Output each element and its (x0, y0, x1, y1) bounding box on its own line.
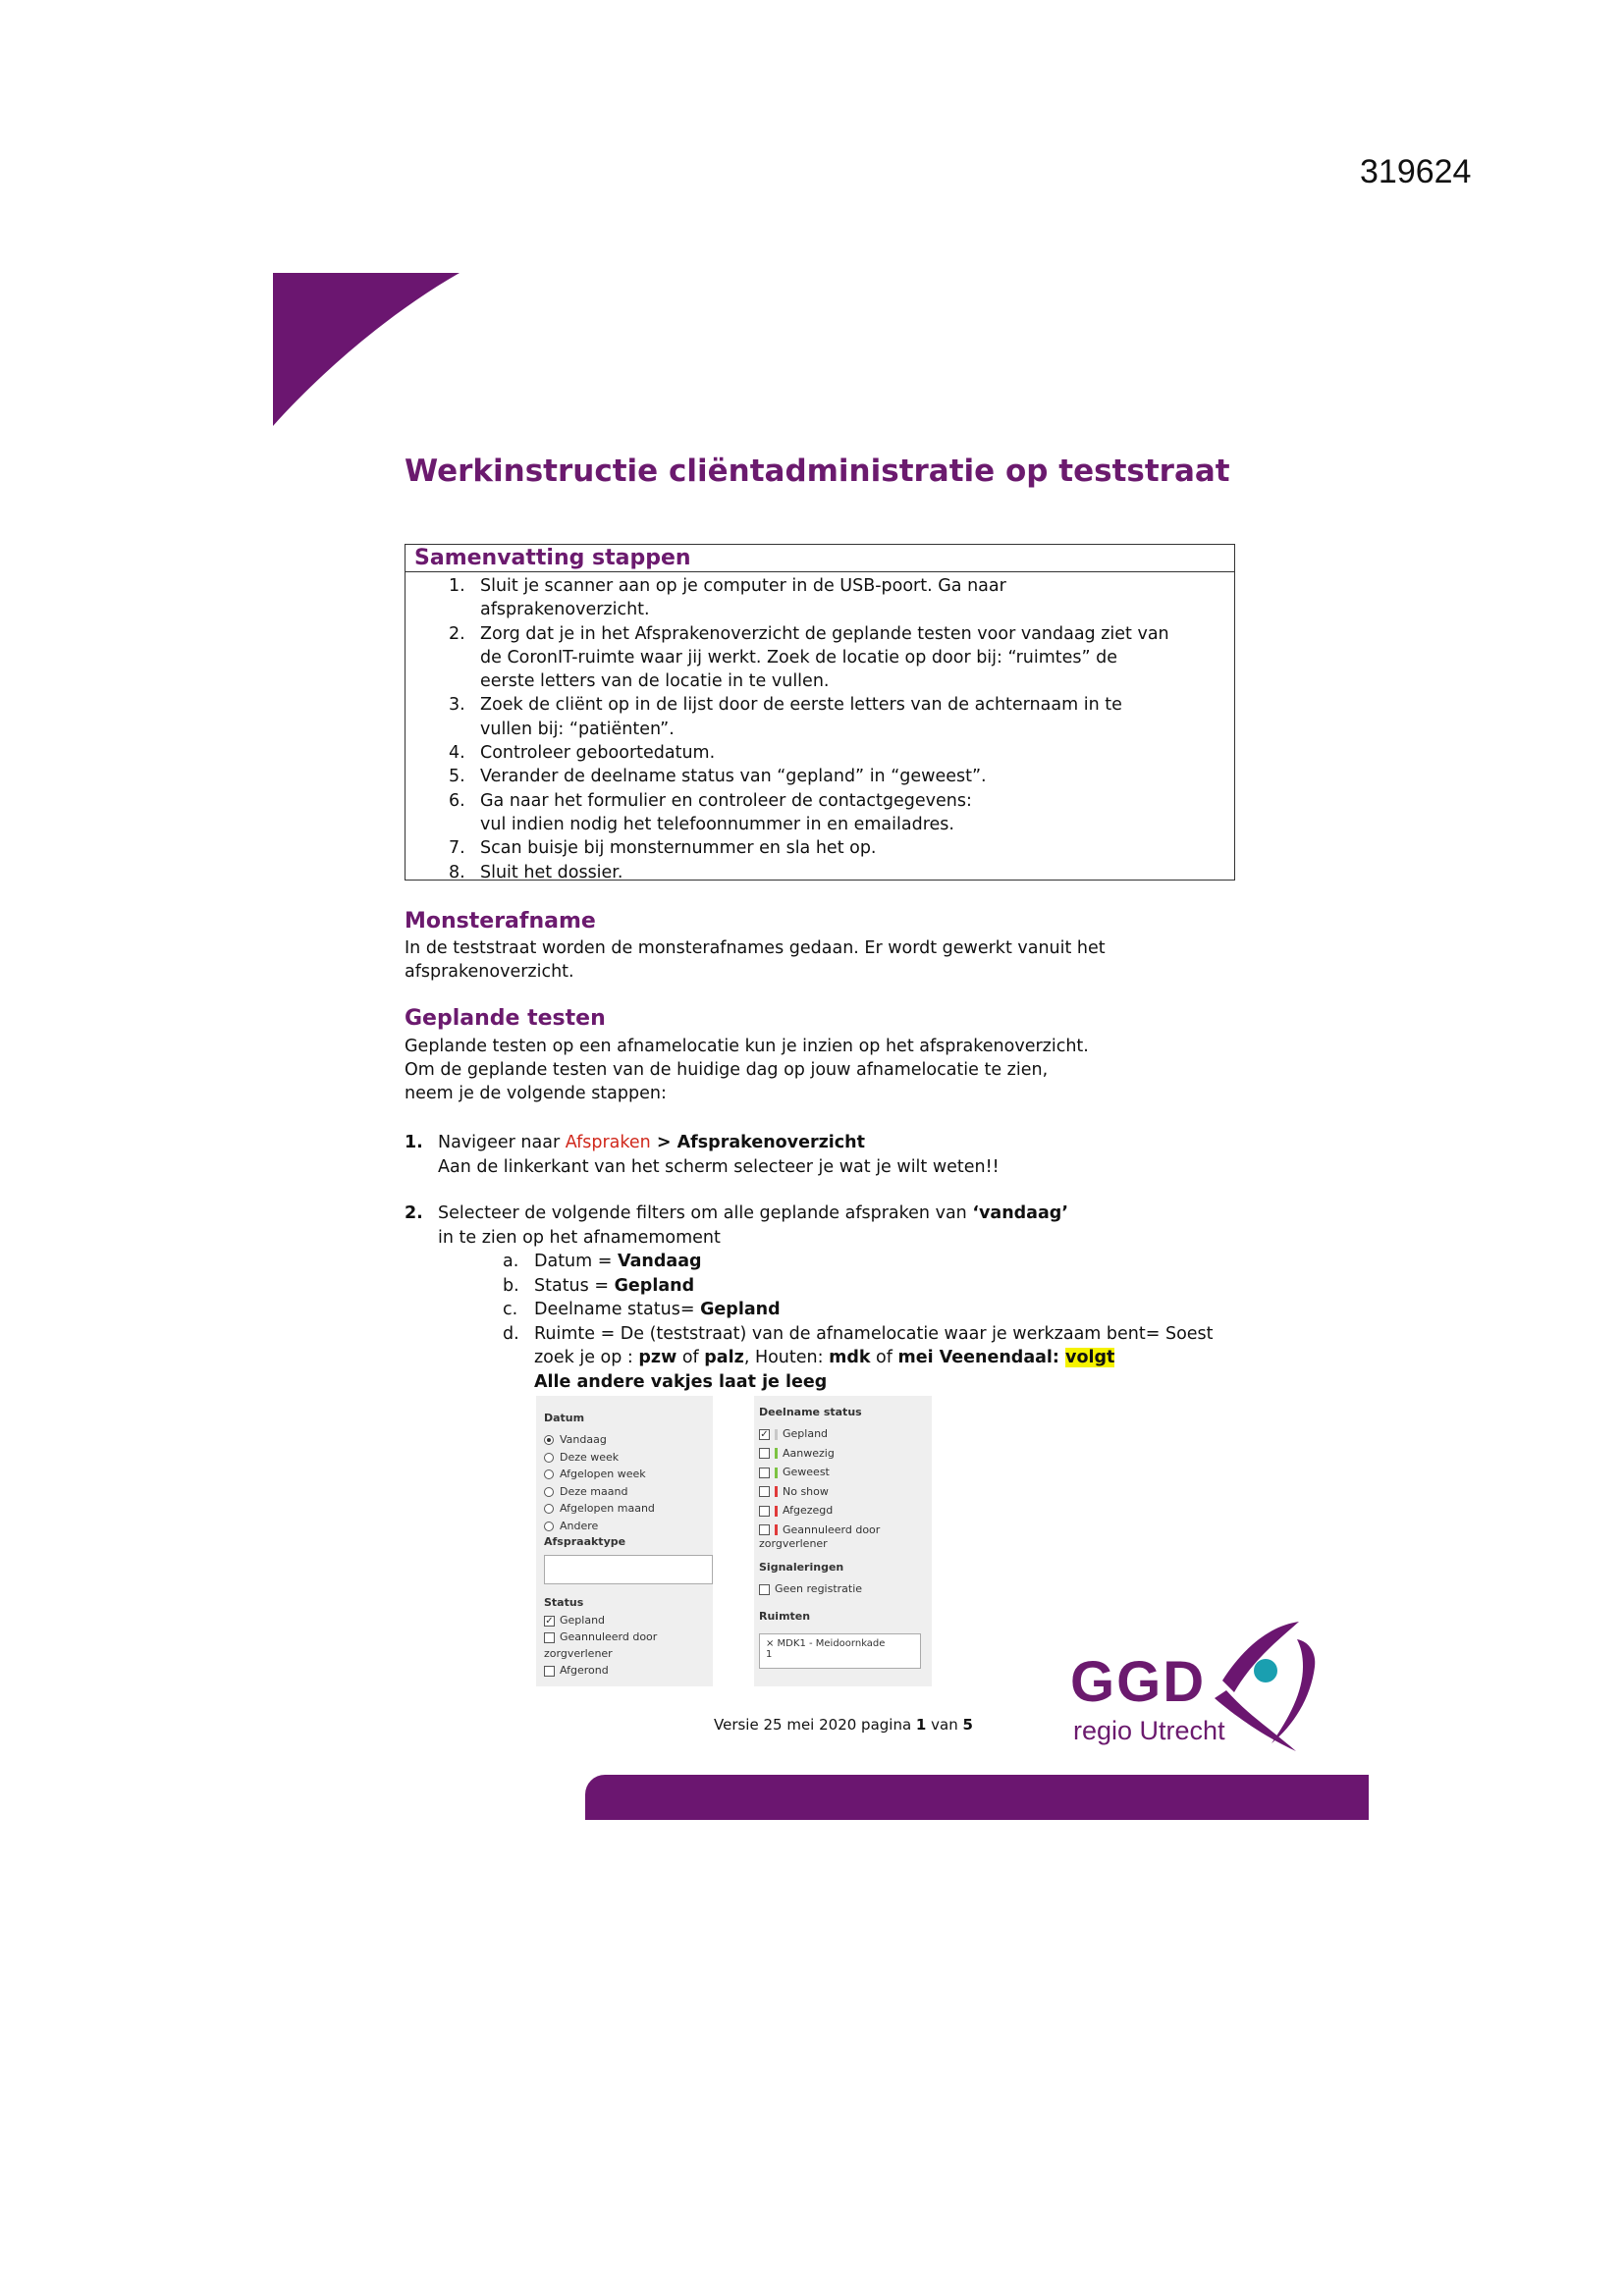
geplande-text-2: Om de geplande testen van de huidige dag op jouw afnamelocatie te zien, (405, 1060, 1049, 1080)
deelname-option-label: Gepland (783, 1427, 829, 1440)
filter-left-column (536, 1396, 713, 1686)
summary-item-number: 2. (449, 623, 465, 644)
sub-step-a-value: Vandaag (618, 1252, 702, 1271)
checkbox-icon[interactable] (759, 1448, 770, 1459)
step-2-text: Selecteer de volgende filters om alle geplande afspraken van (438, 1203, 973, 1223)
deelname-option[interactable] (759, 1447, 835, 1460)
datum-option[interactable] (544, 1433, 607, 1446)
monsterafname-text-2: afsprakenoverzicht. (405, 962, 574, 982)
deelname-option[interactable] (759, 1485, 829, 1498)
step-1-text: Navigeer naar (438, 1133, 566, 1152)
footer-page-number: 1 (915, 1716, 927, 1734)
footer-band (585, 1775, 1369, 1820)
summary-item-text: vul indien nodig het telefoonnummer in en emailadres. (480, 814, 954, 834)
sub-step-b-value: Gepland (614, 1275, 695, 1296)
checkbox-icon[interactable] (544, 1666, 555, 1677)
ruimte-tag[interactable]: × MDK1 - Meidoornkade (766, 1638, 886, 1649)
deelname-option[interactable] (759, 1466, 830, 1478)
step-2 (405, 1201, 1288, 1251)
summary-item (406, 622, 1169, 646)
status-color-bar (775, 1429, 778, 1440)
ruimten-input[interactable] (759, 1633, 921, 1669)
filter-right-column (754, 1396, 932, 1686)
datum-option-label: Vandaag (560, 1433, 607, 1446)
deelname-option[interactable] (759, 1504, 833, 1517)
radio-icon[interactable] (544, 1522, 554, 1531)
datum-option[interactable] (544, 1468, 646, 1480)
geen-registratie-option[interactable] (759, 1582, 862, 1595)
checked-checkbox-icon[interactable]: ✓ (760, 1428, 769, 1440)
datum-option[interactable] (544, 1520, 598, 1532)
deelname-option-label: Geweest (783, 1466, 830, 1478)
summary-item-number: 5. (449, 767, 465, 787)
filter-panel-screenshot (536, 1396, 932, 1686)
sub-step-a-letter: a. (503, 1252, 519, 1271)
checkbox-icon[interactable] (759, 1524, 770, 1535)
deelname-option-label: Aanwezig (783, 1446, 835, 1460)
step-2-text-2: in te zien op het afnamemoment (438, 1227, 721, 1248)
sub-step-b-text: Status = (534, 1275, 615, 1296)
deelname-option[interactable] (759, 1523, 880, 1536)
geen-registratie-label: Geen registratie (775, 1582, 863, 1595)
datum-option[interactable] (544, 1502, 655, 1515)
step-1 (405, 1131, 1288, 1180)
footer-of-text: van (926, 1716, 963, 1734)
sub-step-c-letter: c. (503, 1300, 518, 1319)
datum-option[interactable] (544, 1451, 619, 1464)
code-mei-veenendaal: mei Veenendaal: (897, 1348, 1066, 1367)
summary-item (406, 574, 1169, 598)
sub-step-c (503, 1298, 1288, 1322)
sub-step-c-value: Gepland (700, 1300, 781, 1319)
status-color-bar (775, 1448, 778, 1459)
radio-icon[interactable] (544, 1453, 554, 1463)
or-text-2: of (870, 1348, 898, 1367)
status-option[interactable] (544, 1630, 657, 1643)
checkbox-icon[interactable] (544, 1632, 555, 1643)
summary-item-text: vullen bij: “patiënten”. (480, 719, 675, 739)
deelname-option-label: No show (783, 1484, 829, 1498)
sub-step-a-text: Datum = (534, 1252, 618, 1271)
summary-item-number: 7. (449, 838, 465, 859)
deelname-extra-text: zorgverlener (759, 1537, 828, 1550)
datum-option-label: Deze maand (560, 1484, 628, 1498)
radio-icon[interactable] (544, 1435, 554, 1445)
summary-item (406, 836, 1169, 860)
summary-item (406, 789, 1169, 813)
summary-item-number: 4. (449, 743, 465, 764)
status-label: Status (544, 1596, 584, 1609)
afspraaktype-label: Afspraaktype (544, 1535, 626, 1548)
summary-item (406, 741, 1169, 765)
status-option-label: Afgerond (560, 1664, 609, 1677)
deelname-option-label: Afgezegd (783, 1504, 834, 1517)
logo-region: regio Utrecht (1073, 1716, 1225, 1745)
summary-item-text: Zoek de cliënt op in de lijst door de eerste letters van de achternaam in te (480, 695, 1122, 716)
volgt-highlight: volgt (1065, 1348, 1115, 1367)
footer-page-total: 5 (962, 1716, 973, 1734)
geplande-heading: Geplande testen (405, 1006, 606, 1031)
ruimte-tag-line-2: 1 (766, 1649, 773, 1660)
logo-wordmark: GGD (1070, 1650, 1207, 1714)
code-palz: palz (704, 1348, 744, 1367)
deelname-option[interactable] (759, 1427, 828, 1440)
summary-item-text: Sluit het dossier. (480, 862, 623, 882)
summary-item-continuation (406, 669, 1169, 693)
datum-option-label: Afgelopen maand (560, 1502, 655, 1515)
checked-checkbox-icon[interactable]: ✓ (545, 1615, 554, 1627)
summary-item-text: Ga naar het formulier en controleer de contactgegevens: (480, 790, 972, 811)
monsterafname-text-1: In de teststraat worden de monsterafnames gedaan. Er wordt gewerkt vanuit het (405, 938, 1106, 958)
status-color-bar (775, 1524, 778, 1535)
footer-version-text: Versie 25 mei 2020 pagina (714, 1716, 916, 1734)
afspraken-link[interactable]: Afspraken (565, 1133, 651, 1152)
summary-item-number: 1. (449, 576, 465, 596)
checkbox-icon[interactable] (759, 1506, 770, 1517)
summary-item-text: Verander de deelname status van “gepland” in “geweest”. (480, 767, 987, 787)
datum-label: Datum (544, 1412, 585, 1424)
corner-decoration (273, 273, 460, 426)
summary-title: Samenvatting stappen (406, 545, 1234, 572)
summary-item-continuation (406, 646, 1169, 669)
datum-option-label: Andere (560, 1519, 599, 1532)
sub-step-b (503, 1274, 1288, 1299)
step-2-vandaag: ‘vandaag’ (972, 1203, 1068, 1223)
ruimten-label: Ruimten (759, 1610, 811, 1623)
summary-box (405, 544, 1235, 881)
summary-item-text: Sluit je scanner aan op je computer in de USB-poort. Ga naar (480, 576, 1006, 596)
status-color-bar (775, 1506, 778, 1517)
deelname-status-label: Deelname status (759, 1406, 862, 1418)
code-mdk: mdk (829, 1348, 871, 1367)
summary-item-text: eerste letters van de locatie in te vullen. (480, 671, 830, 692)
monsterafname-heading: Monsterafname (405, 909, 596, 934)
radio-icon[interactable] (544, 1504, 554, 1514)
afspraaktype-input[interactable] (544, 1555, 713, 1584)
status-option-label: Gepland (560, 1614, 606, 1627)
sub-step-d-text-1: Ruimte = De (teststraat) van de afnamelocatie waar je werkzaam bent= Soest (534, 1323, 1214, 1344)
summary-item-text: de CoronIT-ruimte waar jij werkt. Zoek de locatie op door bij: “ruimtes” de (480, 647, 1118, 667)
summary-item-text: Controleer geboortedatum. (480, 743, 716, 764)
sub-step-a (503, 1250, 1288, 1274)
summary-item-continuation (406, 718, 1169, 741)
summary-item-text: Scan buisje bij monsternummer en sla het op. (480, 838, 877, 859)
step-2-number: 2. (405, 1203, 423, 1223)
sub-step-d-letter: d. (503, 1323, 519, 1344)
code-pzw: pzw (638, 1348, 677, 1367)
radio-icon[interactable] (544, 1469, 554, 1479)
document-title: Werkinstructie cliëntadministratie op teststraat (405, 454, 1230, 489)
summary-item-number: 3. (449, 695, 465, 716)
sub-step-d-text-3: Alle andere vakjes laat je leeg (534, 1371, 828, 1392)
summary-item-continuation (406, 813, 1169, 836)
summary-list (406, 574, 1169, 884)
geplande-text-1: Geplande testen op een afnamelocatie kun je inzien op het afsprakenoverzicht. (405, 1037, 1089, 1056)
checkbox-icon[interactable] (759, 1468, 770, 1478)
summary-item-number: 8. (449, 862, 465, 882)
status-color-bar (775, 1468, 778, 1478)
summary-item-continuation (406, 598, 1169, 621)
search-hint-text: zoek je op : (534, 1348, 639, 1367)
sub-step-c-text: Deelname status= (534, 1300, 701, 1319)
status-option-label: zorgverlener (544, 1647, 613, 1660)
datum-option[interactable] (544, 1485, 627, 1498)
datum-option-label: Deze week (560, 1450, 620, 1464)
checkbox-icon[interactable] (759, 1584, 770, 1595)
sub-step-d (503, 1322, 1288, 1396)
page-footer (714, 1716, 973, 1734)
datum-option-label: Afgelopen week (560, 1468, 646, 1480)
status-option-label: Geannuleerd door (560, 1630, 658, 1643)
radio-icon[interactable] (544, 1487, 554, 1497)
step-1-text-2: Aan de linkerkant van het scherm selecteer je wat je wilt weten!! (438, 1156, 1000, 1177)
ggd-logo (1065, 1620, 1321, 1757)
summary-item (406, 861, 1169, 884)
geplande-text-3: neem je de volgende stappen: (405, 1084, 667, 1103)
or-text-1: of (676, 1348, 705, 1367)
deelname-option-label: Geannuleerd door (783, 1522, 881, 1536)
summary-item-text: Zorg dat je in het Afsprakenoverzicht de geplande testen voor vandaag ziet van (480, 623, 1169, 644)
sub-step-d-text-2 (534, 1346, 1114, 1370)
step-1-number: 1. (405, 1133, 423, 1152)
summary-item-number: 6. (449, 790, 465, 811)
summary-item (406, 693, 1169, 717)
document-number: 319624 (1360, 153, 1472, 190)
status-color-bar (775, 1486, 778, 1497)
step-1-target: > Afsprakenoverzicht (650, 1133, 865, 1152)
logo-figure-icon (1213, 1620, 1321, 1752)
status-option[interactable] (544, 1664, 609, 1677)
status-option[interactable] (544, 1647, 613, 1660)
signaleringen-label: Signaleringen (759, 1561, 844, 1574)
summary-item-text: afsprakenoverzicht. (480, 600, 650, 620)
sub-step-b-letter: b. (503, 1275, 519, 1296)
houten-text: , Houten: (743, 1348, 830, 1367)
status-option[interactable] (544, 1614, 605, 1627)
summary-item (406, 765, 1169, 788)
checkbox-icon[interactable] (759, 1486, 770, 1497)
